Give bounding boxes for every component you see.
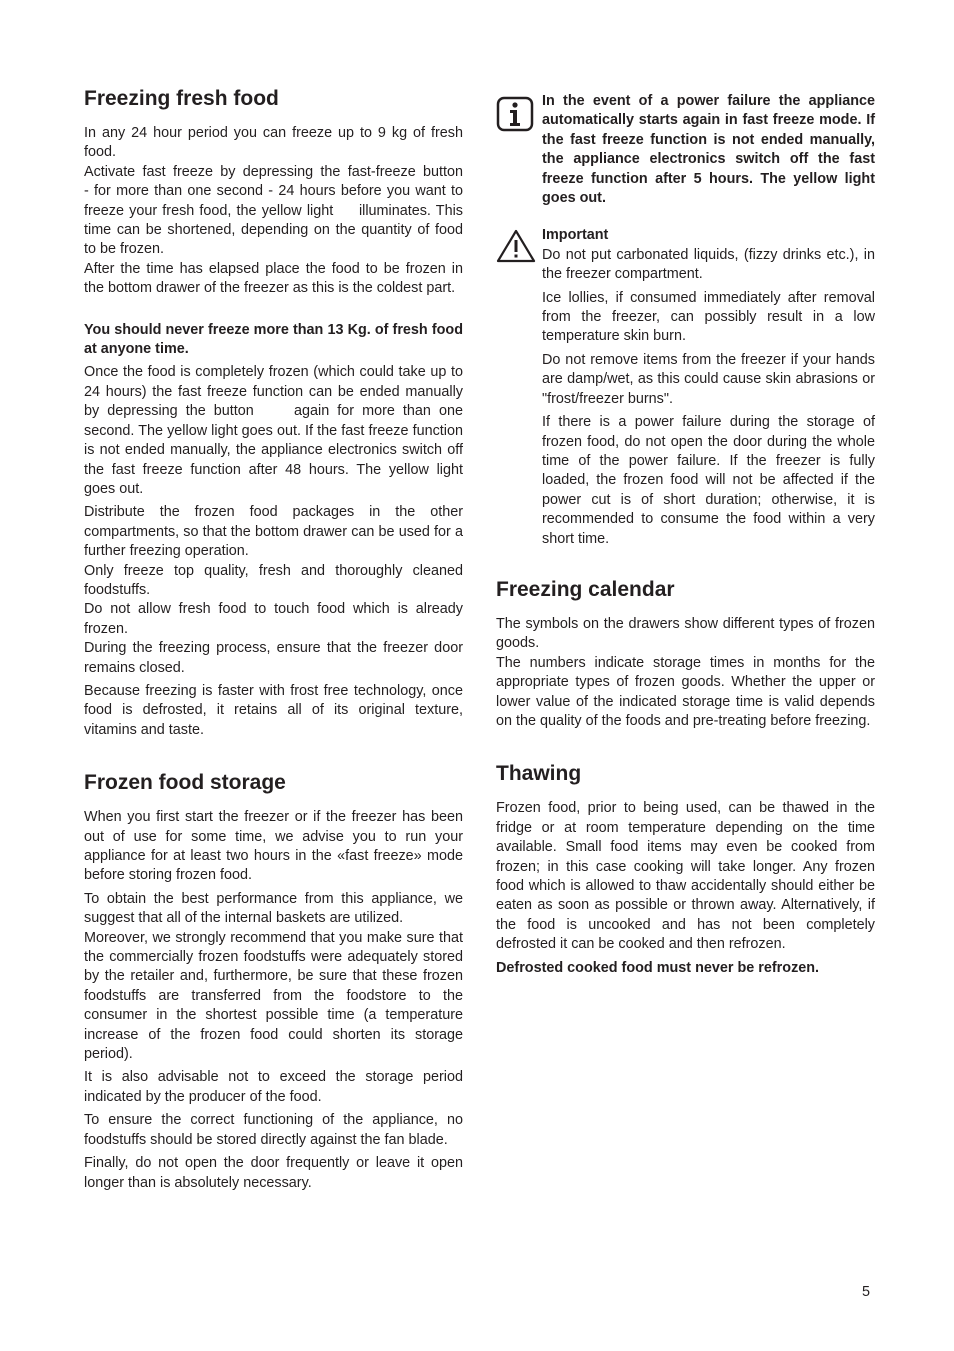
important-notice	[496, 226, 875, 549]
paragraph: Do not remove items from the freezer if your hands are damp/wet, as this could cause skin abrasions or "frost/freezer burns".	[542, 351, 875, 407]
warning-paragraph: Defrosted cooked food must never be refrozen.	[496, 959, 820, 976]
paragraph: Once the food is completely frozen (which could take up to 24 hours) the fast freeze function can be ended manually by depressing the button again for more than one second. The yellow light goes out. If the fast freeze function is not ended manually, the appliance electronics switch off the fast freeze function after 48 hours. The yellow light goes out.	[84, 364, 483, 497]
important-title: Important	[542, 227, 609, 244]
page-number: 5	[862, 1284, 871, 1300]
warning-paragraph: You should never freeze more than 13 Kg. of fresh food at anyone time.	[84, 321, 463, 358]
paragraph: It is also advisable not to exceed the storage period indicated by the producer of the food.	[84, 1069, 463, 1105]
paragraph: To ensure the correct functioning of the appliance, no foodstuffs should be stored directly against the fan blade.	[84, 1112, 463, 1148]
info-paragraph: In the event of a power failure the appliance automatically starts again in fast freeze mode. If the fast freeze function is not ended manually, the appliance electronics switch off the fast freeze function after 5 hours. The yellow light goes out.	[542, 93, 875, 207]
paragraph: Do not put carbonated liquids, (fizzy drinks etc.), in the freezer compartment.	[542, 246, 875, 283]
paragraph: In any 24 hour period you can freeze up to 9 kg of fresh food.	[84, 125, 463, 161]
paragraph: Frozen food, prior to being used, can be thawed in the fridge or at room temperature depending on the time available. Small food items may even be cooked from frozen; in this case cooking will take longer. Any frozen food which is allowed to thaw accidentally should either be eaten as soon as possible or thrown away. Alternatively, if the food is uncooked and has not been completely defrosted it can be cooked and then refrozen.	[496, 800, 875, 953]
heading-frozen-food-storage: Frozen food storage	[84, 771, 286, 795]
paragraph: When you first start the freezer or if the freezer has been out of use for some time, we advise you to run your appliance for at least two hours in the «fast freeze» mode before storing frozen food.	[84, 809, 463, 884]
paragraph: The numbers indicate storage times in months for the appropriate types of frozen goods. Whether the upper or lower value of the indicated storage time is valid depends on the quality of the foods and pre-treating before freezing.	[496, 654, 875, 729]
paragraph: Finally, do not open the door frequently or leave it open longer than is absolutely necessary.	[84, 1155, 463, 1191]
heading-freezing-calendar: Freezing calendar	[496, 577, 675, 601]
paragraph: Only freeze top quality, fresh and thoroughly cleaned foodstuffs.	[84, 562, 463, 598]
paragraph: If there is a power failure during the storage of frozen food, do not open the door during the whole time of the power failure. If the freezer is fully loaded, the frozen food will not be affected if the power cut is of short duration; otherwise, it is recommended to consume the food within a very short time.	[542, 414, 875, 547]
left-column	[84, 86, 483, 1193]
heading-thawing: Thawing	[496, 762, 582, 786]
info-notice	[496, 92, 875, 208]
paragraph: Activate fast freeze by depressing the fast-freeze button - for more than one second - 24 hours before you want to freeze your fresh food, the yellow light illuminates. This time can be shortened, depending on the quantity of food to be frozen.	[84, 163, 483, 258]
paragraph: Because freezing is faster with frost free technology, once food is defrosted, it retains all of its original texture, vitamins and taste.	[84, 682, 463, 738]
info-icon	[496, 96, 534, 137]
heading-freezing-fresh-food: Freezing fresh food	[84, 87, 279, 110]
paragraph: Ice lollies, if consumed immediately after removal from the freezer, can possibly result in a low temperature skin burn.	[542, 289, 875, 345]
right-column	[496, 92, 875, 978]
paragraph: The symbols on the drawers show different types of frozen goods.	[496, 615, 875, 652]
warning-icon	[496, 228, 536, 269]
paragraph: Do not allow fresh food to touch food which is already frozen.	[84, 601, 463, 637]
paragraph: Distribute the frozen food packages in the other compartments, so that the bottom drawer can be used for a further freezing operation.	[84, 504, 463, 560]
paragraph: After the time has elapsed place the food to be frozen in the bottom drawer of the freezer as this is the coldest part.	[84, 260, 463, 297]
paragraph: During the freezing process, ensure that the freezer door remains closed.	[84, 640, 463, 676]
paragraph: To obtain the best performance from this appliance, we suggest that all of the internal baskets are utilized.	[84, 890, 463, 927]
paragraph: Moreover, we strongly recommend that you make sure that the commercially frozen foodstuffs were adequately stored by the retailer and, furthermore, be sure that these frozen foodstuffs are transferred from the foodstore to the consumer in the shortest possible time (a temperature increase of the frozen food could shorten its storage period).	[84, 929, 463, 1063]
